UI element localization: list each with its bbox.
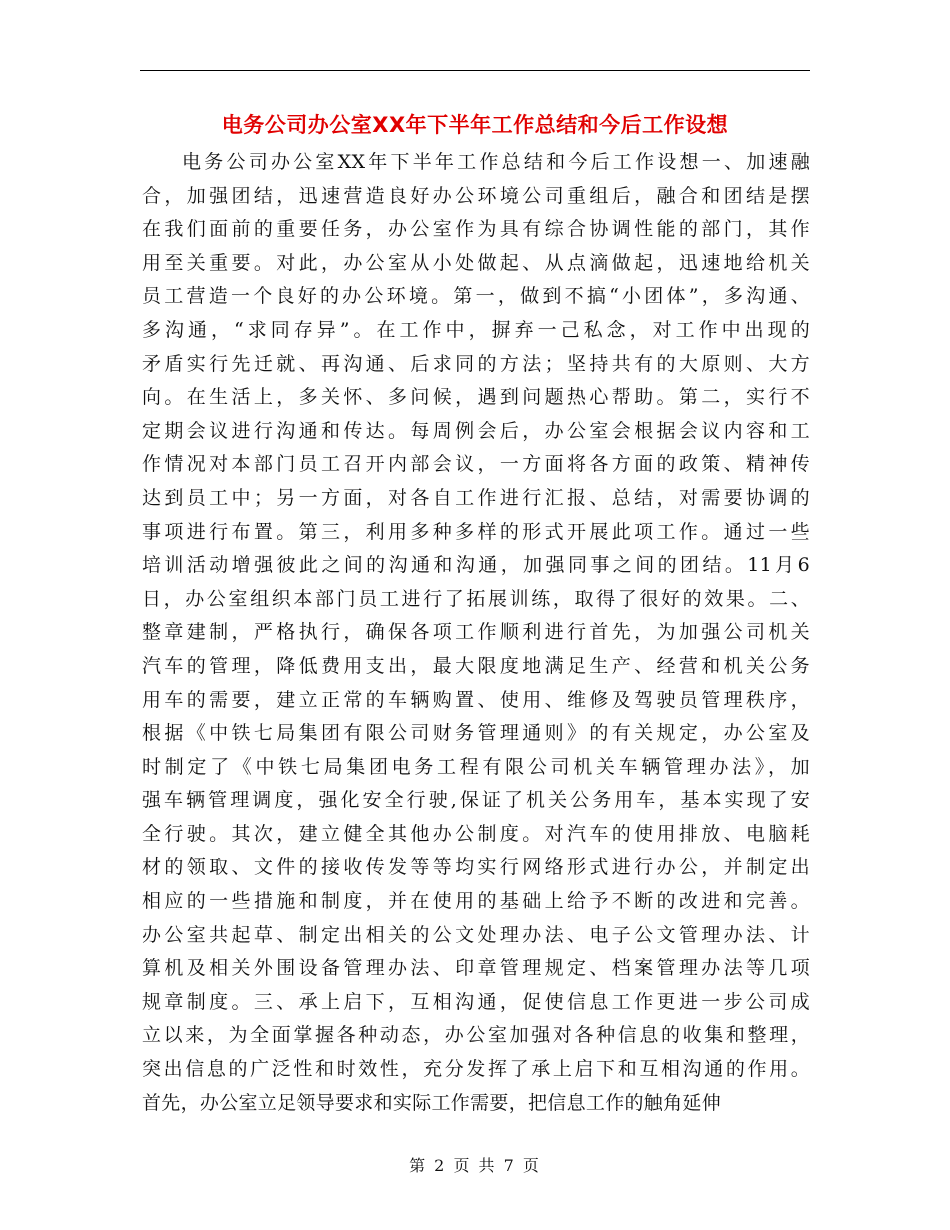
text-line: 用车的需要，建立正常的车辆购置、使用、维修及驾驶员管理秩序，: [142, 688, 810, 711]
text-line: 作情况对本部门员工召开内部会议，一方面将各方面的政策、精神传: [142, 453, 810, 476]
text-line: 整章建制，严格执行，确保各项工作顺利进行首先，为加强公司机关: [142, 621, 810, 644]
text-line: 矛盾实行先迁就、再沟通、后求同的方法；坚持共有的大原则、大方: [142, 352, 810, 375]
text-line: 定期会议进行沟通和传达。每周例会后，办公室会根据会议内容和工: [142, 419, 810, 442]
text-line: 相应的一些措施和制度，并在使用的基础上给予不断的改进和完善。: [142, 890, 810, 913]
body-text: [142, 146, 810, 1120]
text-line: 用至关重要。对此，办公室从小处做起、从点滴做起，迅速地给机关: [142, 251, 810, 274]
text-line: 根据《中铁七局集团有限公司财务管理通则》的有关规定，办公室及: [142, 722, 810, 745]
text-line: 算机及相关外围设备管理办法、印章管理规定、档案管理办法等几项: [142, 957, 810, 980]
document-title: 电务公司办公室XX年下半年工作总结和今后工作设想: [221, 113, 729, 137]
text-line: 员工营造一个良好的办公环境。第一，做到不搞“小团体”，多沟通、: [142, 285, 810, 308]
text-line: 规章制度。三、承上启下，互相沟通，促使信息工作更进一步公司成: [142, 990, 810, 1013]
header-rule: [140, 70, 810, 71]
text-line: 办公室共起草、制定出相关的公文处理办法、电子公文管理办法、计: [142, 923, 810, 946]
text-line: 强车辆管理调度，强化安全行驶,保证了机关公务用车，基本实现了安: [142, 789, 810, 812]
text-line: 合，加强团结，迅速营造良好办公环境公司重组后，融合和团结是摆: [142, 184, 810, 207]
page-footer: 第 2 页 共 7 页: [409, 1156, 541, 1175]
text-line: 首先，办公室立足领导要求和实际工作需要，把信息工作的触角延伸: [142, 1091, 722, 1114]
text-line: 多沟通，“求同存异”。在工作中，摒弃一己私念，对工作中出现的: [142, 318, 810, 341]
text-line: 立以来，为全面掌握各种动态，办公室加强对各种信息的收集和整理，: [142, 1024, 810, 1047]
text-line: 汽车的管理，降低费用支出，最大限度地满足生产、经营和机关公务: [142, 654, 810, 677]
text-line: 日，办公室组织本部门员工进行了拓展训练，取得了很好的效果。二、: [142, 587, 810, 610]
text-line: 材的领取、文件的接收传发等等均实行网络形式进行办公，并制定出: [142, 856, 810, 879]
text-line: 达到员工中；另一方面，对各自工作进行汇报、总结，对需要协调的: [142, 486, 810, 509]
text-line: 时制定了《中铁七局集团电务工程有限公司机关车辆管理办法》，加: [142, 755, 810, 778]
text-line: 培训活动增强彼此之间的沟通和沟通，加强同事之间的团结。11月6: [142, 554, 810, 577]
text-line: 电务公司办公室XX年下半年工作总结和今后工作设想一、加速融: [182, 151, 810, 173]
text-line: 事项进行布置。第三，利用多种多样的形式开展此项工作。通过一些: [142, 520, 810, 543]
text-line: 全行驶。其次，建立健全其他办公制度。对汽车的使用排放、电脑耗: [142, 822, 810, 845]
text-line: 在我们面前的重要任务，办公室作为具有综合协调性能的部门，其作: [142, 218, 810, 241]
text-line: 向。在生活上，多关怀、多问候，遇到问题热心帮助。第二，实行不: [142, 386, 810, 409]
text-line: 突出信息的广泛性和时效性，充分发挥了承上启下和互相沟通的作用。: [142, 1058, 810, 1081]
